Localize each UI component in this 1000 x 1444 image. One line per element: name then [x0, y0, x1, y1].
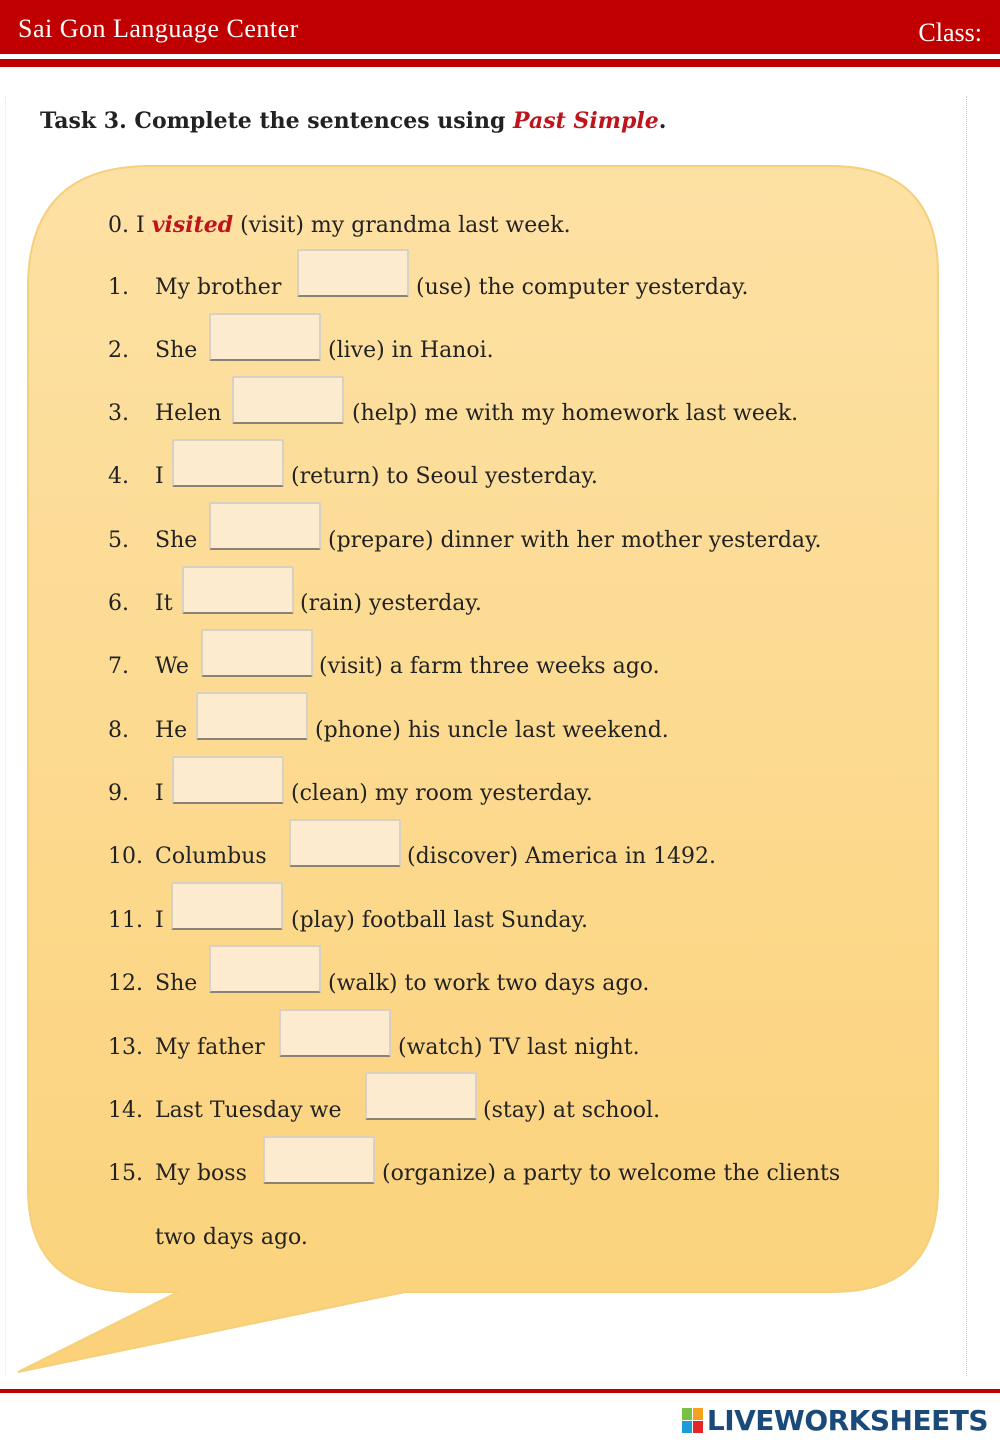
item-after: (organize) a party to welcome the clients	[382, 1161, 841, 1186]
liveworksheets-logo[interactable]	[682, 1404, 988, 1437]
item-before: I	[155, 781, 164, 806]
school-name: Sai Gon Language Center	[18, 14, 299, 43]
item-after: (stay) at school.	[483, 1098, 661, 1123]
item-number: 4.	[108, 464, 129, 489]
task-suffix: .	[658, 108, 667, 134]
answer-field-14[interactable]	[365, 1072, 477, 1120]
answer-field-3[interactable]	[232, 376, 344, 424]
item-number: 12.	[108, 971, 143, 996]
item-after: (rain) yesterday.	[300, 591, 482, 616]
item-before: He	[155, 718, 188, 743]
class-label: Class:	[918, 18, 982, 47]
list-item	[108, 1154, 247, 1194]
list-item	[108, 837, 267, 877]
answer-field-11[interactable]	[171, 882, 283, 930]
item-after: (help) me with my homework last week.	[352, 401, 799, 426]
item-after: (watch) TV last night.	[398, 1035, 640, 1060]
list-item	[108, 521, 197, 561]
logo-text: LIVEWORKSHEETS	[706, 1404, 988, 1437]
answer-field-9[interactable]	[172, 756, 284, 804]
list-item	[108, 394, 221, 434]
answer-field-5[interactable]	[209, 502, 321, 550]
list-item	[108, 711, 187, 751]
item-before: It	[155, 591, 173, 616]
item-number: 13.	[108, 1035, 143, 1060]
task-emphasis: Past Simple	[513, 108, 659, 134]
item-after: (visit) a farm three weeks ago.	[319, 654, 660, 679]
item-number: 2.	[108, 338, 129, 363]
item-after: (live) in Hanoi.	[328, 338, 494, 363]
example-line	[108, 205, 571, 245]
answer-field-2[interactable]	[209, 313, 321, 361]
item-number: 9.	[108, 781, 129, 806]
item-before: My boss	[155, 1161, 247, 1186]
item-after: (play) football last Sunday.	[291, 908, 588, 933]
answer-field-4[interactable]	[172, 439, 284, 487]
list-item	[108, 1028, 265, 1068]
list-item	[108, 457, 164, 497]
item-before: She	[155, 971, 198, 996]
item-before: I	[155, 908, 164, 933]
example-answer: visited	[151, 212, 234, 238]
answer-field-6[interactable]	[182, 566, 294, 614]
item-after: (clean) my room yesterday.	[291, 781, 593, 806]
answer-field-10[interactable]	[289, 819, 401, 867]
list-item	[108, 584, 173, 624]
item-after: (phone) his uncle last weekend.	[315, 718, 669, 743]
liveworksheets-icon	[682, 1408, 703, 1433]
answer-field-15[interactable]	[263, 1136, 375, 1184]
item-before: Helen	[155, 401, 222, 426]
item-number: 10.	[108, 844, 143, 869]
item-before: Columbus	[155, 844, 267, 869]
item-before: She	[155, 528, 198, 553]
item-before: My brother	[155, 275, 282, 300]
task-prefix: Task 3. Complete the sentences using	[40, 108, 514, 134]
task-title	[40, 108, 666, 134]
footer-divider	[0, 1389, 1000, 1393]
item-15-continuation: two days ago.	[155, 1225, 308, 1250]
item-after: (return) to Seoul yesterday.	[291, 464, 598, 489]
item-number: 1.	[108, 275, 129, 300]
list-item	[108, 774, 164, 814]
item-number: 11.	[108, 908, 143, 933]
item-number: 6.	[108, 591, 129, 616]
item-before: We	[155, 654, 189, 679]
example-number: 0. I	[108, 213, 145, 238]
item-number: 14.	[108, 1098, 143, 1123]
item-after: (prepare) dinner with her mother yesterday.	[328, 528, 822, 553]
item-before: I	[155, 464, 164, 489]
item-before: She	[155, 338, 198, 363]
list-item	[108, 901, 164, 941]
answer-field-1[interactable]	[297, 249, 409, 297]
item-before: Last Tuesday we	[155, 1098, 342, 1123]
list-item	[108, 1091, 341, 1131]
answer-field-12[interactable]	[209, 945, 321, 993]
example-rest: (visit) my grandma last week.	[240, 213, 571, 238]
list-item	[108, 268, 281, 308]
item-number: 15.	[108, 1161, 143, 1186]
item-number: 8.	[108, 718, 129, 743]
item-number: 5.	[108, 528, 129, 553]
item-after: (use) the computer yesterday.	[416, 275, 749, 300]
list-item	[108, 964, 197, 1004]
answer-field-8[interactable]	[196, 692, 308, 740]
item-before: My father	[155, 1035, 265, 1060]
item-number: 3.	[108, 401, 129, 426]
list-item	[108, 647, 189, 687]
list-item	[108, 331, 197, 371]
answer-field-13[interactable]	[279, 1009, 391, 1057]
item-after: (walk) to work two days ago.	[328, 971, 650, 996]
item-number: 7.	[108, 654, 129, 679]
answer-field-7[interactable]	[201, 629, 313, 677]
item-after: (discover) America in 1492.	[407, 844, 717, 869]
